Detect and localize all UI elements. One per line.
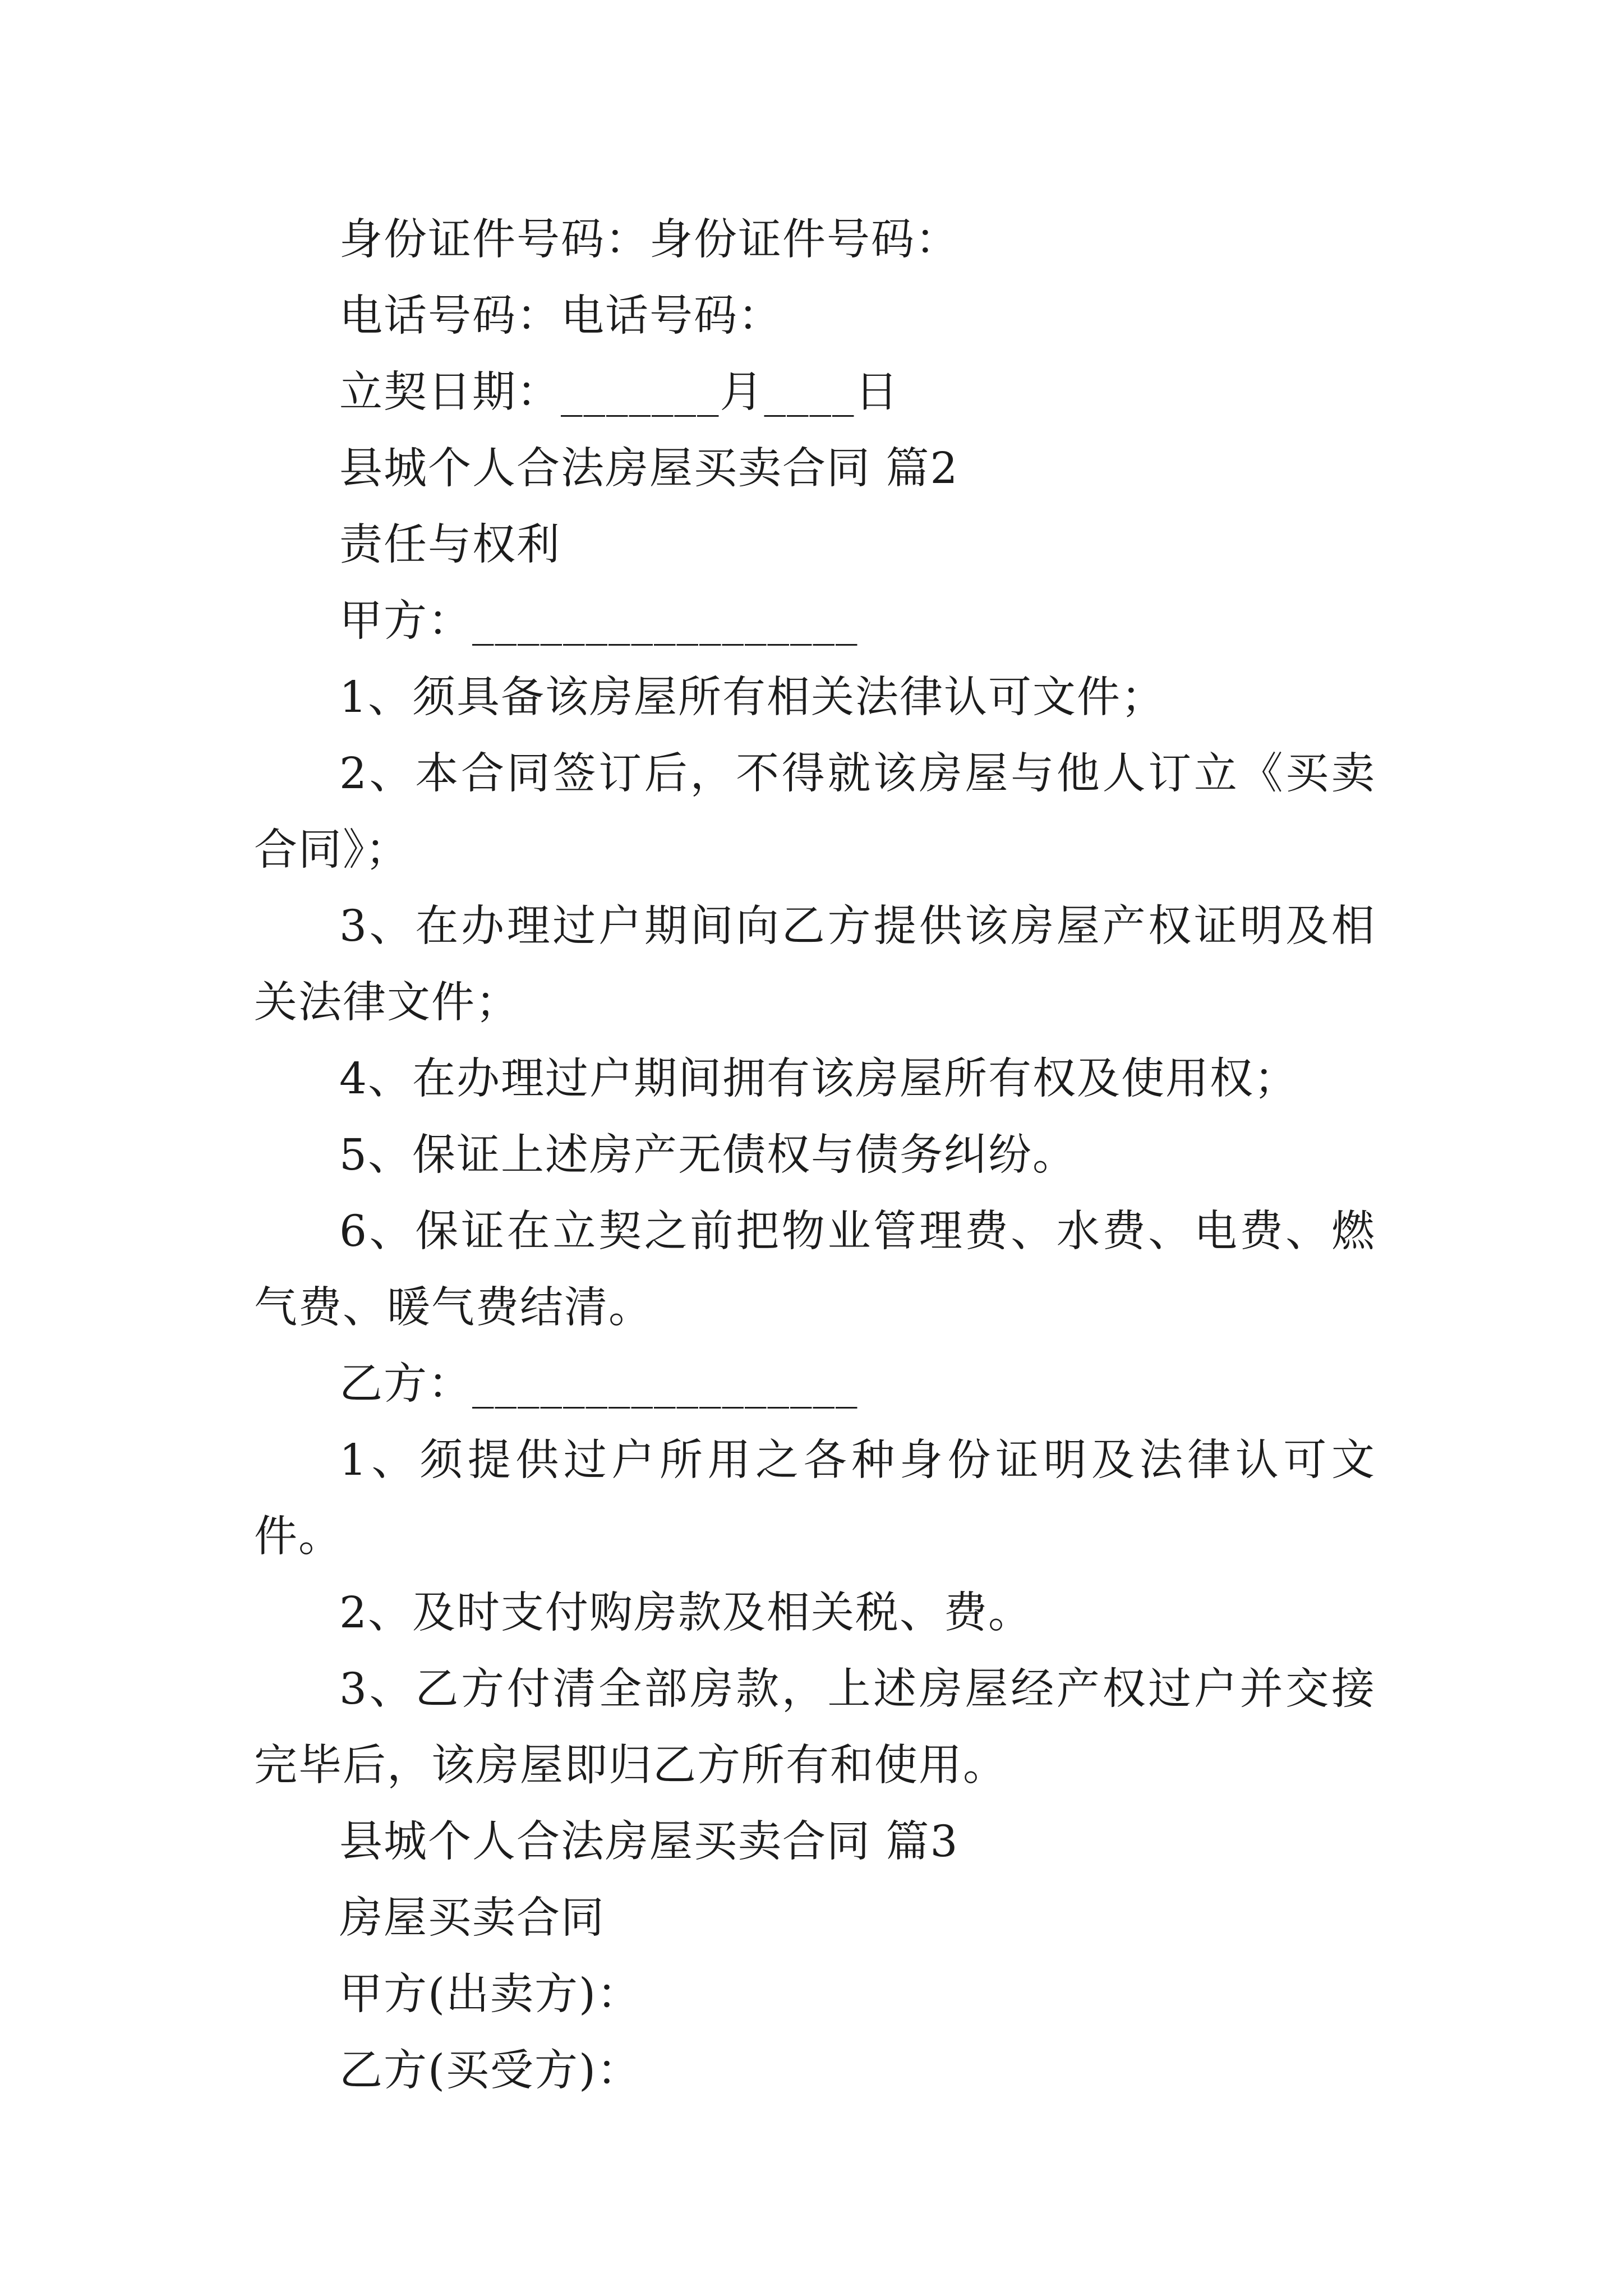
section-title-2: 县城个人合法房屋买卖合同 篇2 xyxy=(339,444,959,494)
party-b-clause-2: 2、及时支付购房款及相关税、费。 xyxy=(339,1588,1032,1638)
party-b-line: 乙方：_________________ xyxy=(339,1359,859,1409)
seller-line: 甲方(出卖方)： xyxy=(339,1970,642,2019)
party-a-line: 甲方：_________________ xyxy=(339,596,859,646)
id-number-line: 身份证件号码：身份证件号码： xyxy=(339,215,960,265)
party-a-clause-1: 1、须具备该房屋所有相关法律认可文件； xyxy=(339,673,1165,723)
section-heading-responsibilities: 责任与权利 xyxy=(339,520,561,570)
phone-number-line: 电话号码：电话号码： xyxy=(339,291,782,341)
party-a-clause-4: 4、在办理过户期间拥有该房屋所有权及使用权； xyxy=(339,1054,1298,1104)
contract-date-line: 立契日期：_______月____日 xyxy=(339,367,900,417)
party-b-clause-1: 1、须提供过户所用之各种身份证明及法律认可文件。 xyxy=(254,1435,1376,1562)
section-title-3: 县城个人合法房屋买卖合同 篇3 xyxy=(339,1817,959,1867)
contract-heading: 房屋买卖合同 xyxy=(339,1893,605,1943)
party-b-clause-3: 3、乙方付清全部房款，上述房屋经产权过户并交接完毕后，该房屋即归乙方所有和使用。 xyxy=(254,1664,1376,1791)
party-a-clause-2: 2、本合同签订后，不得就该房屋与他人订立《买卖合同》； xyxy=(254,749,1376,875)
party-a-clause-3: 3、在办理过户期间向乙方提供该房屋产权证明及相关法律文件； xyxy=(254,901,1376,1028)
party-a-clause-5: 5、保证上述房产无债权与债务纠纷。 xyxy=(339,1130,1077,1180)
document-body xyxy=(254,202,1376,2109)
buyer-line: 乙方(买受方)： xyxy=(339,2046,642,2096)
party-a-clause-6: 6、保证在立契之前把物业管理费、水费、电费、燃气费、暖气费结清。 xyxy=(254,1207,1376,1333)
